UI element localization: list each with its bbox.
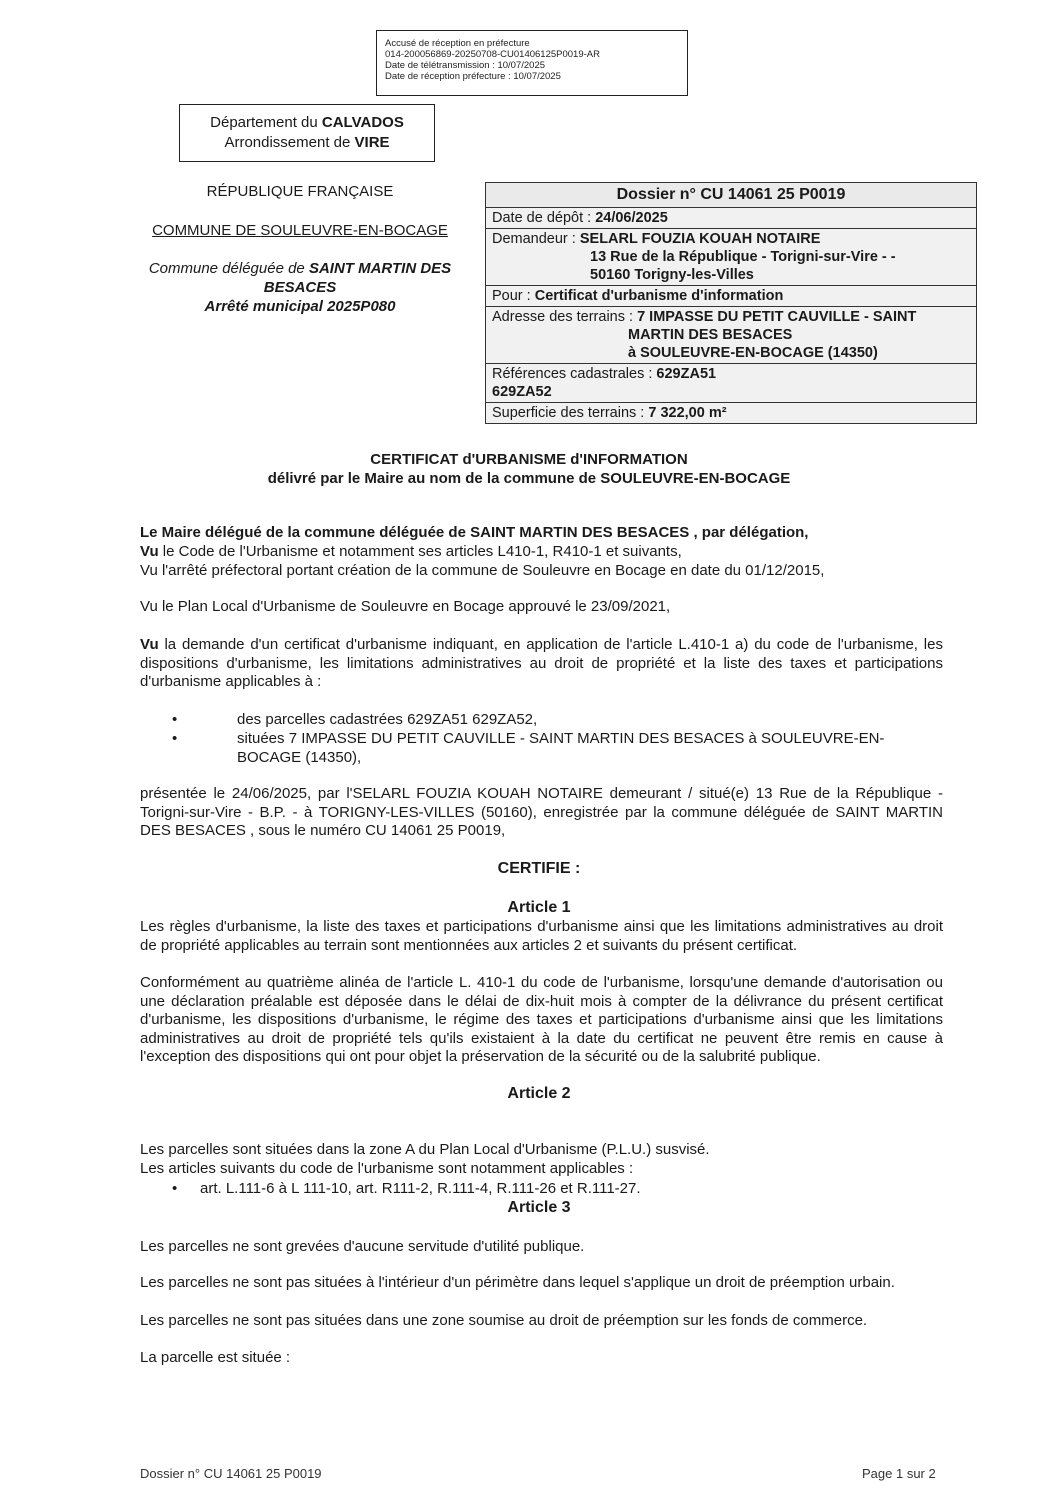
presentee-paragraph: présentée le 24/06/2025, par l'SELARL FOUZIA KOUAH NOTAIRE demeurant / situé(e) 13 Rue de la République - Torigni-sur-Vire - B.P. - à TORIGNY-LES-VILLES (50160), enregistrée par la commune déléguée de SAINT MARTIN DES BESACES , sous le numéro CU 14061 25 P0019, — [140, 785, 943, 839]
vu-plu: Vu le Plan Local d'Urbanisme de Souleuvre en Bocage approuvé le 23/09/2021, — [140, 598, 671, 615]
article-3-paragraph: La parcelle est située : — [140, 1349, 291, 1366]
article-3-paragraph: Les parcelles ne sont grevées d'aucune servitude d'utilité publique. — [140, 1238, 585, 1255]
bullet-icon: • — [172, 711, 178, 728]
dossier-number: Dossier n° CU 14061 25 P0019 — [486, 183, 976, 207]
article-1-paragraph: Conformément au quatrième alinéa de l'article L. 410-1 du code de l'urbanisme, lorsqu'une demande d'autorisation ou une déclaration préalable est déposée dans le délai de dix-huit mois à compter de la délivrance du présent certificat d'urbanisme, les dispositions d'urbanisme, le régime des taxes et participations d'urbanisme ainsi que les limitations administratives au droit de propriété tels qu'ils existaient à la date du certificat ne peuvent être remis en cause à l'exception des dispositions qui ont pour objet la préservation de la sécurité ou de la salubrité publique. — [140, 974, 943, 1065]
maire-statement: Le Maire délégué de la commune déléguée de SAINT MARTIN DES BESACES , par délégation, — [140, 524, 809, 541]
department-name: CALVADOS — [321, 114, 404, 131]
cadastre-label: Références cadastrales : — [492, 366, 657, 382]
arrondissement-name: VIRE — [354, 134, 390, 151]
superficie-label: Superficie des terrains : — [492, 405, 649, 421]
article-3-title: Article 3 — [507, 1199, 571, 1216]
bullet-icon: • — [172, 730, 178, 747]
commune-heading: COMMUNE DE SOULEUVRE-EN-BOCAGE — [152, 222, 448, 239]
adresse-line: 7 IMPASSE DU PETIT CAUVILLE - SAINT — [637, 309, 917, 325]
vu-demande — [140, 636, 943, 692]
pour-value: Certificat d'urbanisme d'information — [534, 288, 784, 304]
certificate-subtitle: délivré par le Maire au nom de la commune de SOULEUVRE-EN-BOCAGE — [267, 470, 791, 487]
pour-row — [486, 285, 976, 306]
vu-label: Vu — [140, 543, 159, 560]
vu-arrete-prefectoral: Vu l'arrêté préfectoral portant création de la commune de Souleuvre en Bocage en date du 01/12/2015, — [140, 562, 825, 579]
arrondissement-line — [180, 133, 434, 153]
stamp-line: 014-200056869-20250708-CU01406125P0019-AR — [385, 49, 600, 60]
depot-value: 24/06/2025 — [595, 210, 668, 226]
adresse-label: Adresse des terrains : — [492, 309, 638, 325]
department-box — [179, 104, 435, 162]
vu-text: le Code de l'Urbanisme et notamment ses articles L410-1, R410-1 et suivants, — [158, 543, 682, 560]
deleguee-label: Commune déléguée de — [148, 260, 309, 277]
deleguee-name: SAINT MARTIN DES BESACES — [263, 260, 452, 296]
depot-label: Date de dépôt : — [492, 210, 596, 226]
republic-heading: RÉPUBLIQUE FRANÇAISE — [206, 183, 394, 200]
commune-deleguee — [130, 259, 470, 316]
adresse-line: à SOULEUVRE-EN-BOCAGE (14350) — [628, 345, 878, 361]
depot-row — [486, 207, 976, 228]
article-2-paragraph: Les parcelles sont situées dans la zone A du Plan Local d'Urbanisme (P.L.U.) susvisé. — [140, 1141, 710, 1158]
demandeur-label: Demandeur : — [492, 231, 580, 247]
certifie-heading: CERTIFIE : — [497, 860, 581, 877]
article-2-paragraph: Les articles suivants du code de l'urbanisme sont notamment applicables : — [140, 1160, 634, 1177]
demandeur-address: 13 Rue de la République - Torigni-sur-Vire - - — [590, 249, 896, 265]
cadastre-row — [486, 363, 976, 402]
stamp-line: Date de télétransmission : 10/07/2025 — [385, 60, 546, 71]
article-1-paragraph: Les règles d'urbanisme, la liste des taxes et participations d'urbanisme ainsi que les limitations administratives au droit de propriété applicables au terrain sont mentionnées aux articles 2 et suivants du présent certificat. — [140, 918, 943, 954]
superficie-value: 7 322,00 m² — [648, 405, 727, 421]
stamp-line: Accusé de réception en préfecture — [385, 38, 530, 49]
arrondissement-label: Arrondissement de — [224, 134, 355, 151]
demandeur-row — [486, 228, 976, 285]
adresse-row — [486, 306, 976, 363]
superficie-row — [486, 402, 976, 423]
arrete-number: Arrêté municipal 2025P080 — [204, 298, 396, 315]
dossier-table — [485, 182, 977, 424]
certificate-title: CERTIFICAT d'URBANISME d'INFORMATION — [370, 451, 688, 468]
article-3-paragraph: Les parcelles ne sont pas situées dans une zone soumise au droit de préemption sur les fonds de commerce. — [140, 1312, 868, 1329]
bullet-parcelles: des parcelles cadastrées 629ZA51 629ZA52, — [237, 711, 538, 728]
reception-stamp — [376, 30, 688, 96]
stamp-line: Date de réception préfecture : 10/07/2025 — [385, 71, 561, 82]
adresse-line: MARTIN DES BESACES — [628, 327, 793, 343]
vu-label: Vu — [140, 636, 159, 653]
bullet-icon: • — [172, 1180, 178, 1197]
department-line — [180, 113, 434, 133]
cadastre-ref: 629ZA52 — [492, 384, 552, 400]
article-2-title: Article 2 — [507, 1085, 571, 1102]
certificate-title-block — [100, 450, 958, 488]
vu-code-urbanisme — [140, 543, 943, 562]
article-2-bullet: art. L.111-6 à L 111-10, art. R111-2, R.111-4, R.111-26 et R.111-27. — [200, 1180, 641, 1197]
bullet-situees: situées 7 IMPASSE DU PETIT CAUVILLE - SAINT MARTIN DES BESACES à SOULEUVRE-EN-BOCAGE (14350), — [237, 730, 885, 766]
footer-page-number: Page 1 sur 2 — [862, 1466, 936, 1481]
cadastre-ref: 629ZA51 — [656, 366, 717, 382]
footer-dossier-number: Dossier n° CU 14061 25 P0019 — [140, 1466, 322, 1481]
article-3-paragraph: Les parcelles ne sont pas situées à l'intérieur d'un périmètre dans lequel s'applique un droit de préemption urbain. — [140, 1274, 895, 1291]
demandeur-name: SELARL FOUZIA KOUAH NOTAIRE — [579, 231, 821, 247]
pour-label: Pour : — [492, 288, 535, 304]
department-label: Département du — [210, 114, 322, 131]
vu-text: la demande d'un certificat d'urbanisme indiquant, en application de l'article L.410-1 a) du code de l'urbanisme, les dispositions d'urbanisme, les limitations administratives au droit de propriété et la liste des taxes et participations d'urbanisme applicables à : — [140, 636, 943, 690]
article-1-title: Article 1 — [507, 899, 571, 916]
demandeur-city: 50160 Torigny-les-Villes — [590, 267, 754, 283]
